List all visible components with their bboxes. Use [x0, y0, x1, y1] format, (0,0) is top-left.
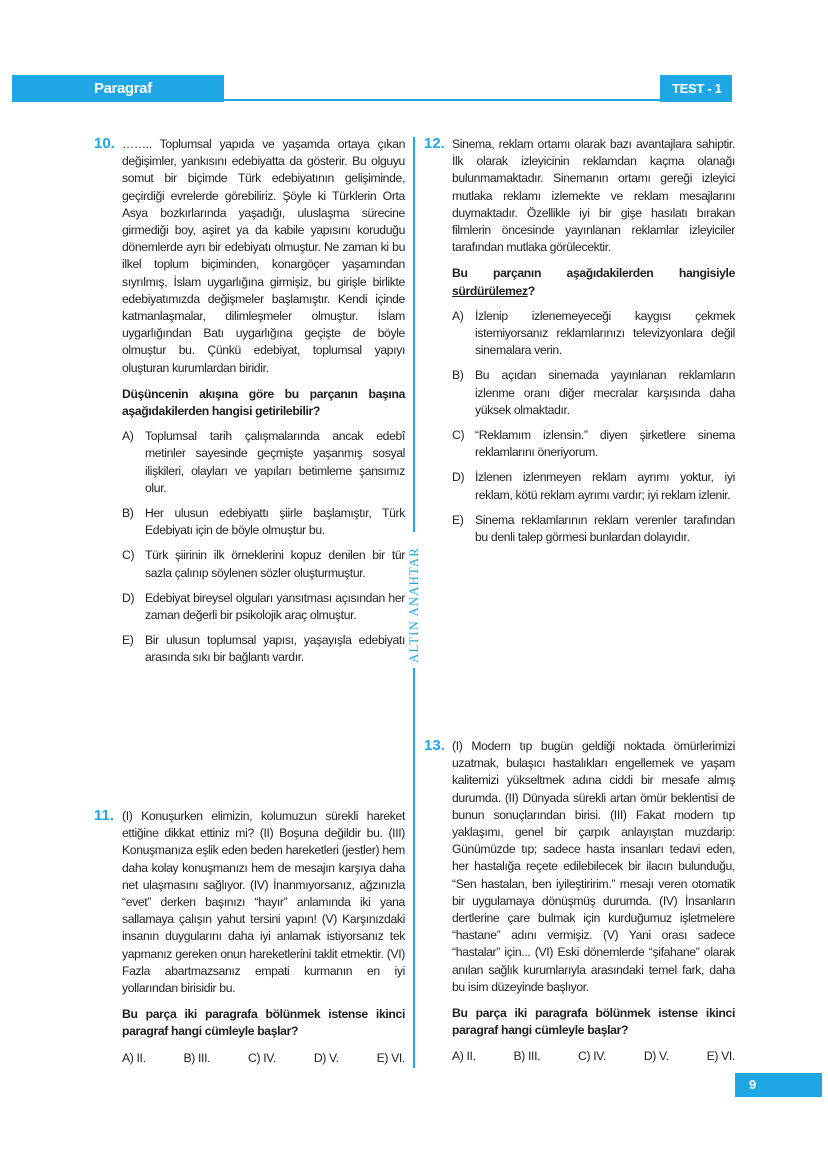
- question-passage: (I) Konuşurken elimizin, kolumuzun sürekli hareket ettiğine dikkat ettiniz mi? (II) Boşuna değildir bu. (III) Konuşmanıza eşlik eden beden hareketleri (jestler) hem daha kolay konuşmanızı hem de mesajın karşıya daha net ulaşmasını sağlıyor. (IV) İnanmıyorsanız, ağzınızla “evet” derken başınızı “hayır” anlamında iki yana sallamaya çalışın yahut tersini yapın! (V) Karşınızdaki insanın duygularını daha iyi anlamak istiyorsanız tek yapmanız gereken onun hareketlerini taklit etmektir. (VI) Fazla abartmazsanız empati kurmanın en iyi yollarından birisidir bu.: [122, 809, 405, 996]
- question-number: 10.: [94, 135, 115, 152]
- option-a[interactable]: A) II.: [452, 1049, 476, 1064]
- question-prompt: Bu parça iki paragrafa bölünmek istense ikinci paragraf hangi cümleyle başlar?: [452, 1006, 735, 1038]
- option-b[interactable]: [122, 505, 405, 539]
- question-prompt: Bu parça iki paragrafa bölünmek istense ikinci paragraf hangi cümleyle başlar?: [122, 1007, 405, 1039]
- option-d[interactable]: [452, 469, 735, 503]
- option-d[interactable]: D) V.: [313, 1050, 339, 1065]
- question-11: [94, 807, 405, 1067]
- option-c[interactable]: C) IV.: [248, 1050, 276, 1065]
- side-label: ALTIN ANAHTAR: [406, 547, 421, 663]
- option-text: Her ulusun edebiyattı şiirle başlamıştır, Türk Edebiyatı için de böyle olmuştur bu.: [145, 506, 405, 538]
- column-divider: [413, 668, 415, 1068]
- option-a[interactable]: A) II.: [122, 1050, 146, 1065]
- option-letter: C): [452, 428, 465, 443]
- column-divider: [413, 137, 415, 532]
- option-d[interactable]: D) V.: [643, 1049, 669, 1064]
- option-e[interactable]: E) VI.: [706, 1049, 735, 1064]
- option-b[interactable]: [452, 367, 735, 419]
- page-number-box: [735, 1073, 822, 1097]
- option-c[interactable]: [122, 547, 405, 581]
- prompt-text: Bu parçanın aşağıdakilerden hangisiyle: [452, 266, 735, 281]
- option-letter: B): [122, 506, 134, 521]
- question-prompt: [452, 265, 735, 299]
- question-passage: Sinema, reklam ortamı olarak bazı avantajlara sahiptir. İlk olarak izleyicinin reklamdan kaçma olanağı bulunmamaktadır. Sinemanın ortamı gereği izleyici mutlaka reklamı izlemekte ve reklam mesajlarını duymaktadır. Özellikle iyi bir gişe hasılatı bırakan filmlerin öncesinde yayınlanan reklamlar izleyiciler tarafından mutlaka görülecektir.: [452, 137, 735, 255]
- prompt-end: ?: [527, 283, 535, 298]
- question-13: [424, 737, 735, 1066]
- option-a[interactable]: [452, 308, 735, 360]
- option-b[interactable]: B) III.: [513, 1049, 541, 1064]
- option-text: Türk şiirinin ilk örneklerini kopuz denilen bir tür sazla çalınıp söylenen sözler oluşturmuştur.: [145, 548, 405, 580]
- question-passage: …….. Toplumsal yapıda ve yaşamda ortaya çıkan değişimler, yankısını edebiyatta da gösterir. Bu olguyu somut bir biçimde Türk edebiyatının gelişiminde, geçirdiği evrelerde görebiliriz. Şöyle ki Türklerin Orta Asya bozkırlarında yaşadığı, uluslaşma sürecine girmediği boy, aşiret ya da kabile yapısını koruduğu dönemlerde ayrı bir edebiyatı olmuştur. Ne zaman ki bu ilkel toplum biçiminden, konargöçer yaşamından sıyrılmış, İslam uygarlığına girmişiz, bu girişle birlikte edebiyatımızda değişmeler başlamıştır. Kendi içinde katmanlaşmalar, dilimleşmeler olmuştur. İslam uygarlığından Batı uygarlığına geçişte de böyle olmuştur bu. Çünkü edebiyat, toplumsal yapıyı oluşturan kurumlardan biridir.: [122, 137, 405, 375]
- option-d[interactable]: [122, 590, 405, 624]
- header-subject: Paragraf: [94, 80, 152, 97]
- option-text: İzlenip izlenemeyeceği kaygısı çekmek istemiyorsanız reklamlarınızı televizyonlara değil sinemalara verin.: [475, 308, 735, 358]
- option-letter: B): [452, 368, 464, 383]
- header-test-label: TEST - 1: [672, 81, 722, 96]
- question-prompt: Düşüncenin akışına göre bu parçanın başına aşağıdakilerden hangisi getirilebilir?: [122, 386, 405, 419]
- option-text: Toplumsal tarih çalışmalarında ancak edebî metinler sayesinde geçmişte yaşanmış sosyal ilişkileri, olayları ve yapıları betimleme şansımız olur.: [145, 429, 405, 495]
- option-text: Bir ulusun toplumsal yapısı, yaşayışla edebiyatı arasında sıkı bir bağlantı vardır.: [145, 633, 405, 665]
- option-letter: C): [122, 548, 135, 563]
- question-passage: (I) Modern tıp bugün geldiği noktada ömürlerimizi uzatmak, bulaşıcı hastalıkları engellemek ve yaşam kalitemizi yükseltmek adına ciddi bir mesafe almış durumda. (II) Dünyada sürekli artan ömür beklentisi de bunun sonuçlarından birisi. (III) Fakat modern tıp yaklaşımı, genel bir çarpık anlayıştan muzdarip: Günümüzde tıp; sadece hasta insanları tedavi eden, her hastalığa reçete edilebilecek bir ilacın bulunduğu, “Sen hastalan, ben iyileştiririm.” mesajı veren otomatik bir uygulamaya dönüşmüş durumda. (IV) İnsanların dertlerine çare bulmak için kurduğumuz işletmelere “hastane” adını vermişiz. (V) Yani orası sadece “hastalar” için... (VI) Eski dönemlerde “şifahane” olarak anılan sağlık kurumlarıyla arasındaki temel fark, daha bu isim düzeyinde başlıyor.: [452, 739, 735, 994]
- option-letter: D): [122, 590, 135, 605]
- answer-options: [122, 1050, 405, 1067]
- header-subject-bar: [12, 75, 224, 102]
- question-number: 11.: [94, 807, 115, 824]
- option-text: Sinema reklamlarının reklam verenler tarafından bu denli talep görmesi bunlardan dolayıdır.: [475, 512, 735, 545]
- option-text: “Reklamım izlensin.” diyen şirketlere sinema reklamlarını öneriyorum.: [475, 428, 735, 460]
- question-number: 12.: [424, 135, 445, 152]
- option-letter: A): [122, 429, 134, 444]
- option-letter: D): [452, 470, 465, 485]
- answer-options: [452, 1048, 735, 1065]
- question-12: [424, 135, 735, 546]
- page-number: 9: [749, 1077, 757, 1092]
- option-letter: E): [122, 633, 134, 648]
- prompt-emphasis: sürdürülemez: [452, 283, 528, 298]
- option-c[interactable]: [452, 427, 735, 461]
- option-e[interactable]: E) VI.: [376, 1050, 405, 1065]
- option-b[interactable]: B) III.: [183, 1050, 211, 1065]
- option-e[interactable]: [452, 512, 735, 546]
- header-rule: [224, 99, 661, 101]
- option-a[interactable]: [122, 428, 405, 497]
- option-e[interactable]: [122, 632, 405, 666]
- option-text: Edebiyat bireysel olguları yansıtması açısından her zaman değerli bir psikolojik araç olmuştur.: [145, 590, 405, 623]
- question-10: [94, 135, 405, 667]
- option-c[interactable]: C) IV.: [578, 1049, 606, 1064]
- option-letter: E): [452, 512, 464, 527]
- question-number: 13.: [424, 737, 445, 754]
- option-letter: A): [452, 308, 464, 323]
- option-text: İzlenen izlenmeyen reklam ayrımı yoktur, iyi reklam, kötü reklam ayrımı vardır; iyi reklam izlenir.: [475, 470, 735, 502]
- option-text: Bu açıdan sinemada yayınlanan reklamların izlenme oranı diğer mecralar karşısında daha yüksek olmaktadır.: [475, 368, 735, 417]
- header-test-bar: [660, 75, 732, 102]
